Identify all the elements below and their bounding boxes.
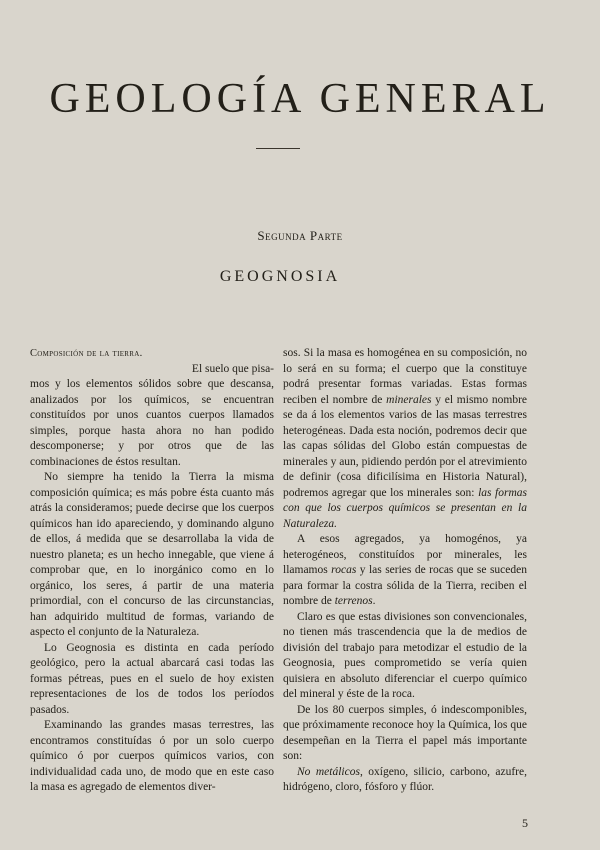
text-run: sos. Si la masa es homogénea en su composición, no lo será en su forma; el cuerpo que la constituye podrá presentar formas variadas. Estas formas reciben el nombre de — [283, 347, 527, 406]
italic-term: minerales — [386, 393, 432, 406]
italic-term: terrenos — [334, 595, 373, 607]
text-run: y las series de rocas que se suceden para formar la costra sólida de la Tierra, reciben el nombre de — [283, 564, 527, 607]
opening-line: El suelo que pisa- — [191, 362, 274, 375]
italic-definition: las formas con que los cuerpos químicos se presentan en la Naturaleza. — [283, 486, 527, 530]
paragraph-text — [283, 765, 527, 796]
right-column — [283, 346, 527, 796]
paragraph-text: mos y los elementos sólidos sobre que descansa, analizados por los químicos, se encuentran constituídos por unos cuantos cuerpos llamados simples, porque hasta ahora no han podido descomponerse; y por otros que de las combinaciones de éstos resultan. — [30, 378, 274, 468]
paragraph-text — [283, 346, 527, 532]
left-column — [30, 346, 274, 796]
paragraph-text: Claro es que estas divisiones son convencionales, no tienen más trascendencia que la de medios de división del trabajo para metodizar el estudio de la Geognosia, pues comprometido se vería quien quisiera en absoluto diferenciar el cuerpo químico del mineral y éste de la roca. — [283, 610, 527, 700]
subsection-heading: Composición de la tierra. — [30, 348, 143, 359]
italic-term: rocas — [331, 564, 357, 576]
text-run: . — [372, 595, 376, 607]
italic-term: No metálicos — [297, 765, 360, 778]
paragraph-text: Examinando las grandes masas terrestres, las encontramos constituídas ó por un solo cuerpo químico ó por cuerpos químicos varios, con individualidad cada uno, de modo que en este caso la masa es agregado de elementos diver- — [30, 719, 274, 793]
text-run: , oxígeno, silicio, carbono, azufre, hidrógeno, cloro, fósforo y flúor. — [283, 765, 527, 793]
text-run: y el mismo nombre se da á los elementos varios de las masas terrestres heterogéneas. Dada esta noción, podremos decir que las capas sólidas del Globo están compuestas de minerales y aun, pidiendo perdón por el atrevimiento de definir (cosa dificilísima en Historia Natural), podremos agregar que los minerales son: — [283, 393, 527, 499]
part-heading: Segunda Parte — [257, 228, 343, 243]
paragraph-text: No siempre ha tenido la Tierra la misma composición química; es más pobre ésta cuanto más atrás la consideramos; puede decirse que los cuerpos químicos han ido apareciendo, y dominando alguno de ellos, á medida que se desarrollaba la vida de nuestro planeta; es un hecho innegable, que viene á comprobar que, en lo inorgánico como en lo orgánico, los seres, á partir de una materia primordial, con el concurso de las circunstancias, han adquirido multitud de formas, variando de aspecto el conjunto de la Naturaleza. — [30, 471, 274, 638]
page-title: GEOLOGÍA GENERAL — [49, 76, 551, 122]
title-divider — [256, 148, 300, 149]
page-number: 5 — [522, 816, 528, 830]
paragraph-composition — [30, 346, 274, 470]
paragraph-text: Lo Geognosia es distinta en cada período geológico, pero la actual abarcará casi todas las formas pétreas, pues en el suelo de hoy existen representaciones de los de todos los períodos pasados. — [30, 641, 274, 716]
paragraph-text: De los 80 cuerpos simples, ó indescomponibles, que próximamente reconoce hoy la Química, los que desempeñan en la Tierra el papel más importante son: — [283, 703, 527, 762]
section-heading: GEOGNOSIA — [219, 268, 341, 285]
paragraph-text — [283, 532, 527, 610]
text-run: A esos agregados, ya homogénos, ya heterogéneos, constituídos por minerales, les llamamos — [283, 533, 527, 576]
